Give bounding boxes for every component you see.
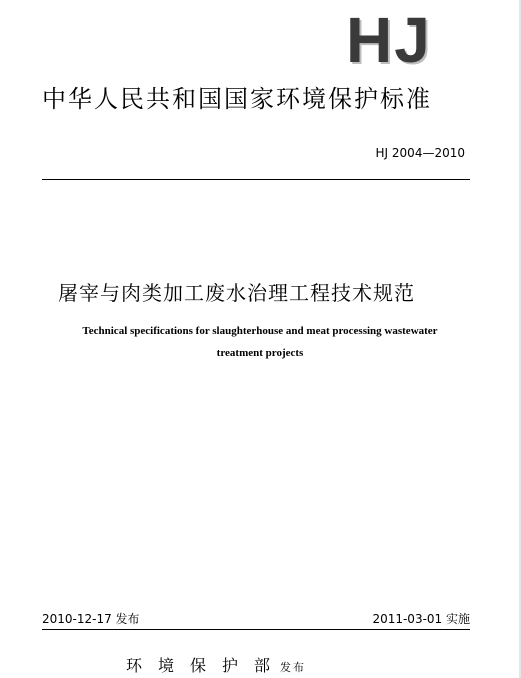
english-title <box>40 320 480 364</box>
english-title-line1: Technical specifications for slaughterhouse and meat processing wastewater <box>82 325 438 337</box>
chinese-title: 屠宰与肉类加工废水治理工程技术规范 <box>58 281 415 305</box>
top-divider <box>42 179 470 180</box>
issuer-suffix: 发布 <box>280 661 307 674</box>
bottom-divider <box>42 629 470 630</box>
issue-date: 2010-12-17 发布 <box>42 612 140 626</box>
org-title: 中华人民共和国国家环境保护标准 <box>42 85 432 113</box>
hj-logo: HJ <box>346 4 432 76</box>
english-title-line2: treatment projects <box>216 347 304 359</box>
implementation-date: 2011-03-01 实施 <box>372 612 470 626</box>
issuer-name: 环境保护部 <box>126 656 287 675</box>
issuer <box>126 656 306 678</box>
standard-number: HJ 2004—2010 <box>375 146 465 160</box>
